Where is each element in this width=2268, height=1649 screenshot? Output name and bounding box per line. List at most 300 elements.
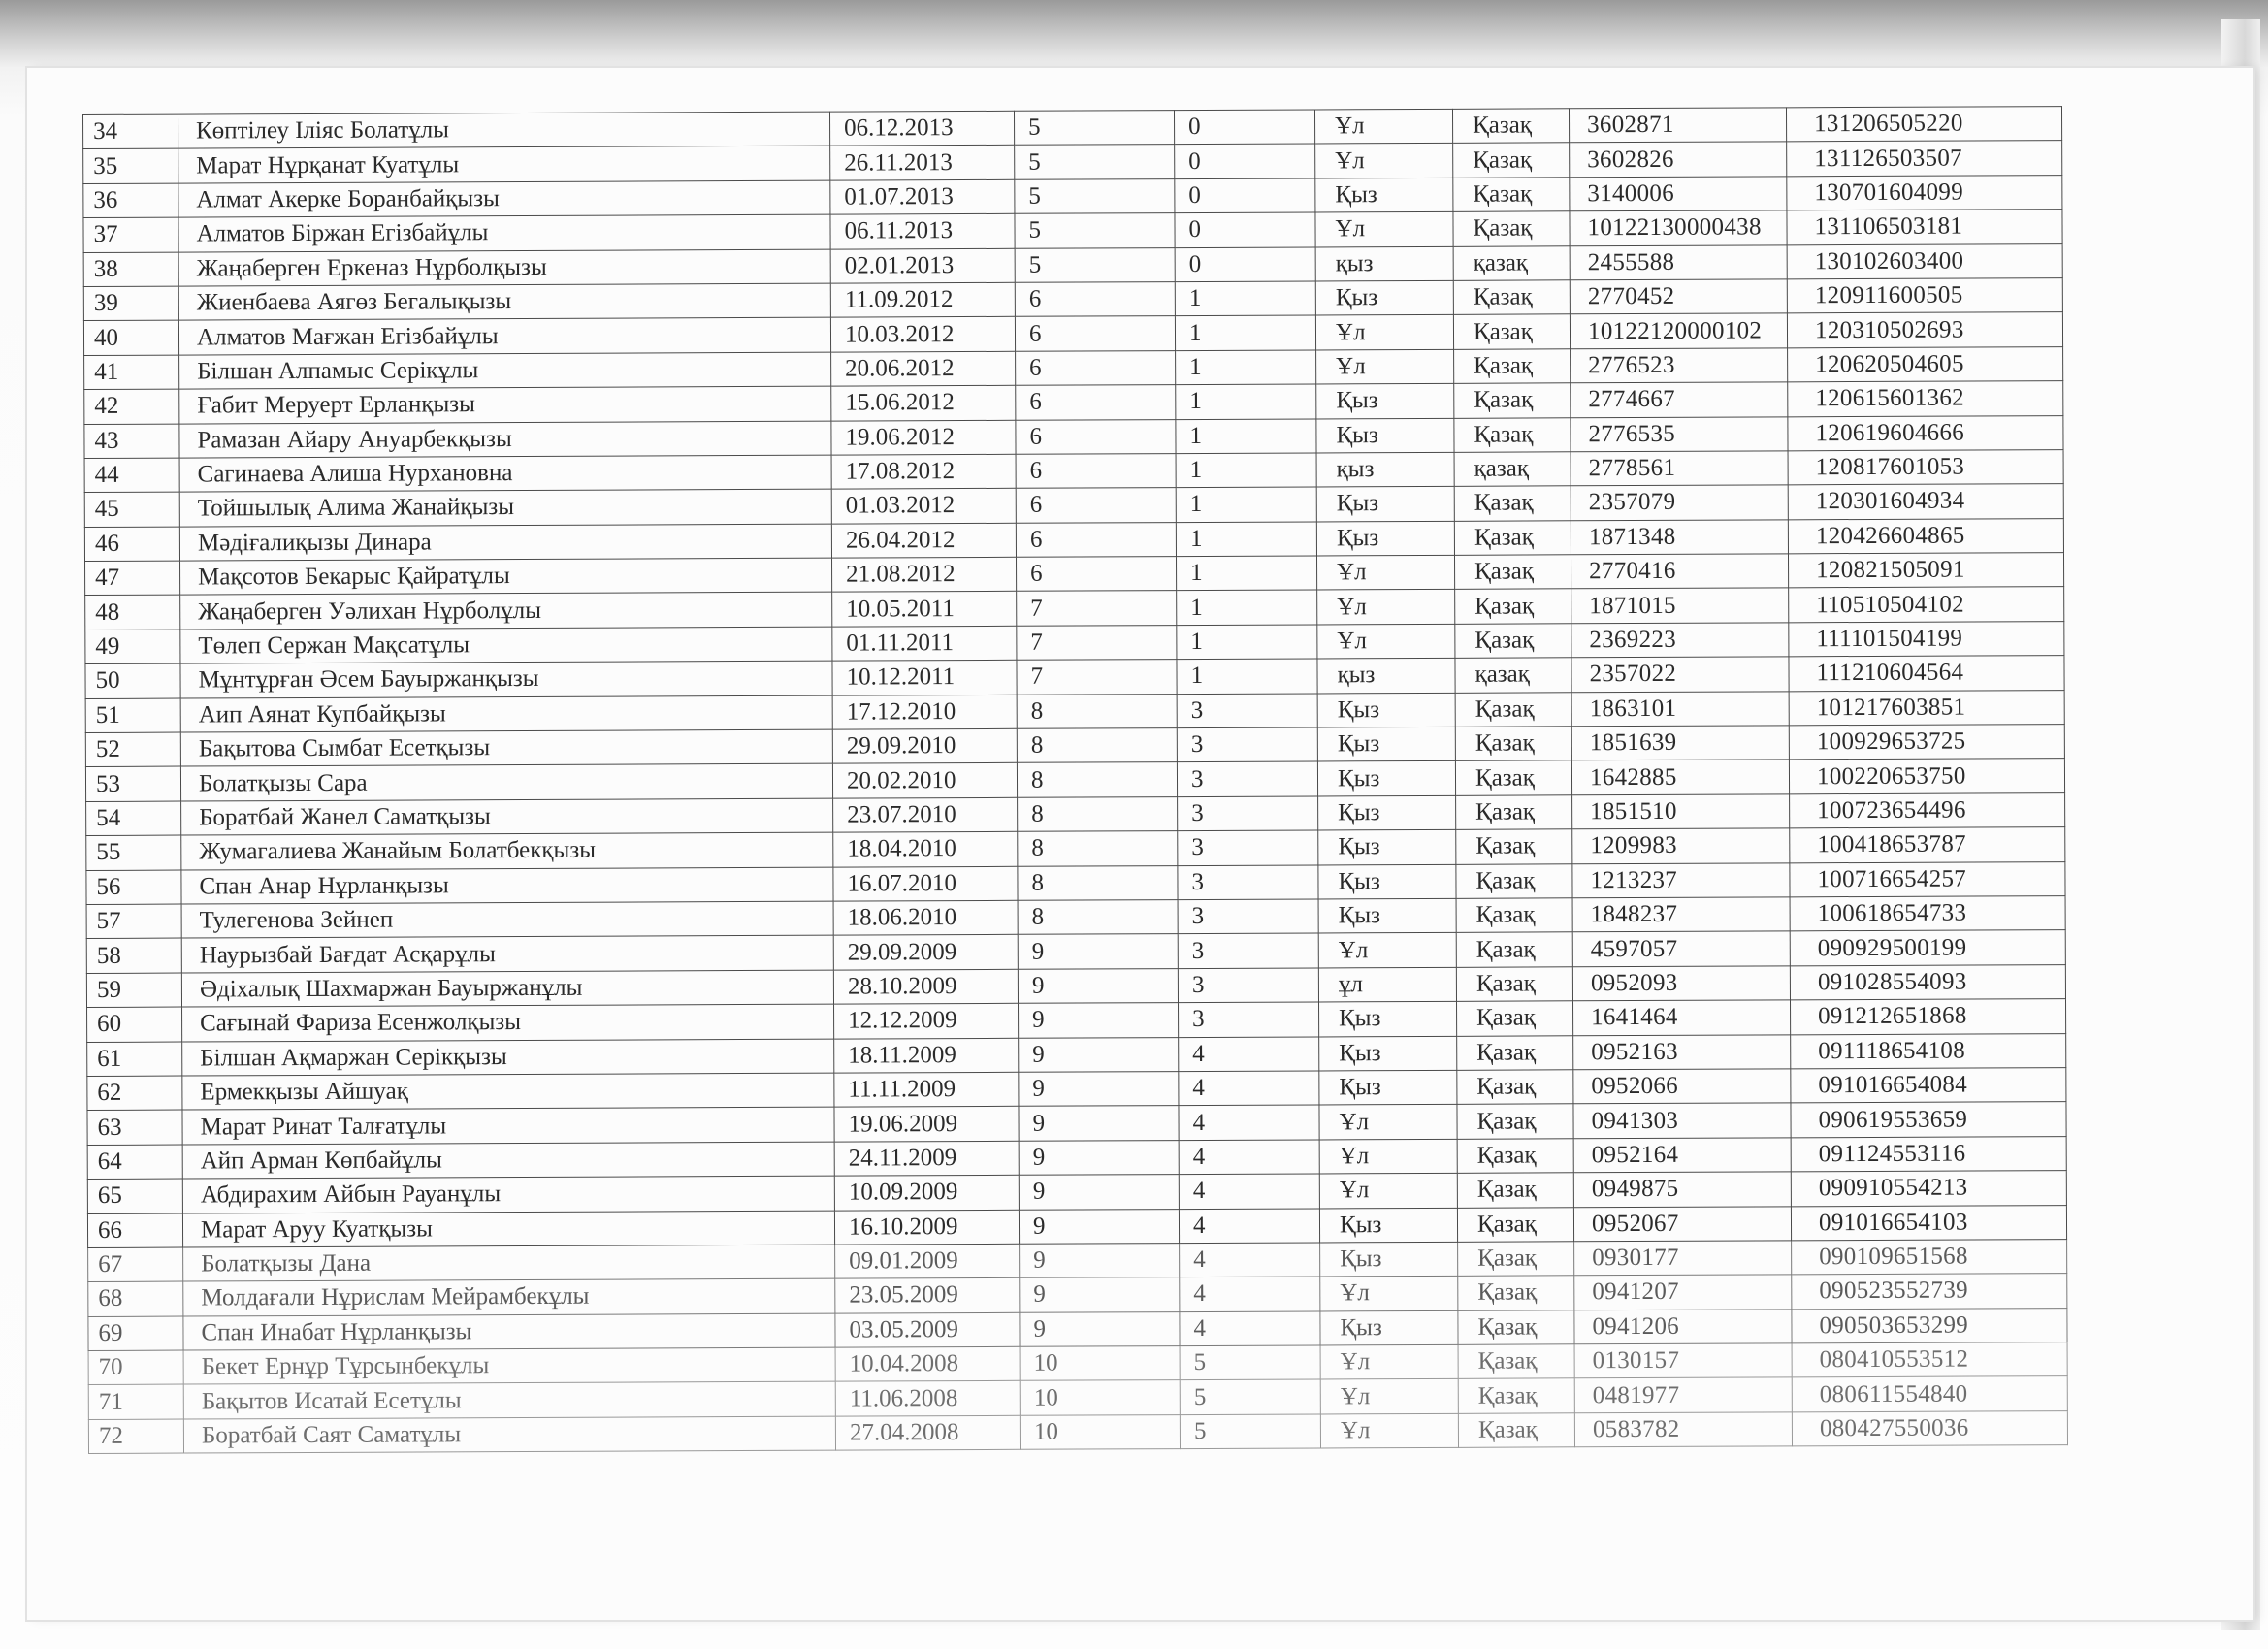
grade-cell: 1 — [1177, 590, 1317, 625]
sex-cell: Қыз — [1319, 1036, 1457, 1071]
age-cell: 6 — [1015, 282, 1175, 317]
birth-date-cell: 10.04.2008 — [835, 1346, 1020, 1381]
sex-cell: Ұл — [1317, 590, 1455, 625]
student-name-cell: Аип Аянат Купбайқызы — [180, 695, 832, 732]
student-name-cell: Айп Арман Көпбайұлы — [182, 1142, 834, 1179]
nationality-cell: қазақ — [1454, 452, 1571, 487]
student-name-cell: Бекет Ернұр Тұрсынбекұлы — [183, 1347, 835, 1384]
student-name-cell: Марат Нұрқанат Куатұлы — [178, 146, 830, 183]
certificate-number-cell: 2369223 — [1571, 623, 1789, 658]
birth-date-cell: 11.09.2012 — [830, 282, 1015, 317]
grade-cell: 0 — [1175, 247, 1315, 282]
student-table — [82, 106, 2068, 1454]
iin-cell: 100220653750 — [1789, 759, 2064, 794]
nationality-cell: Қазақ — [1453, 178, 1570, 212]
student-name-cell: Абдирахим Айбын Рауанұлы — [182, 1176, 834, 1212]
birth-date-cell: 18.04.2010 — [833, 832, 1018, 867]
row-number-cell: 52 — [85, 732, 180, 767]
iin-cell: 131206505220 — [1786, 107, 2061, 143]
age-cell: 6 — [1016, 453, 1176, 488]
nationality-cell: Қазақ — [1458, 1413, 1574, 1448]
student-name-cell: Жаңаберген Уәлихан Нұрболұлы — [180, 593, 832, 630]
birth-date-cell: 10.09.2009 — [834, 1175, 1019, 1210]
grade-cell: 3 — [1177, 728, 1317, 762]
grade-cell: 0 — [1174, 110, 1314, 145]
sex-cell: Қыз — [1316, 487, 1454, 522]
row-number-cell: 57 — [86, 904, 181, 939]
student-name-cell: Білшан Ақмаржан Серікқызы — [182, 1039, 834, 1076]
birth-date-cell: 06.11.2013 — [830, 213, 1015, 248]
birth-date-cell: 03.05.2009 — [835, 1312, 1020, 1347]
birth-date-cell: 20.06.2012 — [831, 351, 1016, 386]
age-cell: 9 — [1019, 1037, 1179, 1072]
age-cell: 8 — [1018, 865, 1178, 900]
certificate-number-cell: 10122130000438 — [1570, 210, 1787, 245]
age-cell: 7 — [1017, 591, 1177, 626]
age-cell: 9 — [1019, 1003, 1179, 1038]
grade-cell: 5 — [1180, 1379, 1320, 1414]
row-number-cell: 38 — [83, 252, 178, 287]
certificate-number-cell: 1871348 — [1571, 520, 1788, 555]
student-name-cell: Сагинаева Алиша Нурхановна — [179, 455, 831, 492]
birth-date-cell: 26.04.2012 — [831, 523, 1016, 558]
grade-cell: 0 — [1175, 144, 1315, 178]
certificate-number-cell: 0952164 — [1573, 1138, 1791, 1173]
sex-cell: Ұл — [1320, 1344, 1458, 1379]
birth-date-cell: 23.05.2009 — [835, 1278, 1020, 1313]
sex-cell: Ұл — [1319, 1173, 1457, 1208]
birth-date-cell: 20.02.2010 — [832, 763, 1017, 798]
certificate-number-cell: 0949875 — [1573, 1172, 1791, 1207]
iin-cell: 090929500199 — [1790, 930, 2065, 966]
grade-cell: 1 — [1176, 453, 1316, 488]
nationality-cell: Қазақ — [1454, 520, 1571, 555]
iin-cell: 120301604934 — [1788, 484, 2063, 520]
student-name-cell: Алматов Мағжан Егізбайұлы — [178, 317, 830, 354]
row-number-cell: 34 — [83, 114, 178, 149]
nationality-cell: Қазақ — [1454, 555, 1571, 590]
student-name-cell: Боратбай Жанел Саматқызы — [181, 798, 833, 835]
birth-date-cell: 17.08.2012 — [831, 454, 1016, 489]
sex-cell: қыз — [1317, 659, 1455, 694]
row-number-cell: 55 — [86, 835, 181, 870]
certificate-number-cell: 1642885 — [1571, 760, 1789, 794]
student-name-cell: Сағынай Фариза Есенжолқызы — [182, 1004, 834, 1041]
iin-cell: 130701604099 — [1787, 175, 2062, 210]
student-name-cell: Ғабит Меруерт Ерланқызы — [179, 386, 831, 423]
birth-date-cell: 24.11.2009 — [834, 1141, 1019, 1176]
iin-cell: 100723654496 — [1790, 792, 2065, 828]
age-cell: 8 — [1017, 694, 1177, 728]
student-name-cell: Алмат Акерке Боранбайқызы — [178, 180, 830, 217]
certificate-number-cell: 1213237 — [1572, 862, 1790, 897]
birth-date-cell: 06.12.2013 — [829, 111, 1014, 146]
age-cell: 9 — [1019, 1140, 1179, 1175]
sex-cell: Қыз — [1319, 1070, 1457, 1105]
iin-cell: 091124553116 — [1791, 1136, 2066, 1172]
nationality-cell: Қазақ — [1457, 1207, 1573, 1242]
age-cell: 5 — [1015, 178, 1175, 213]
certificate-number-cell: 1209983 — [1572, 828, 1790, 863]
iin-cell: 100618654733 — [1790, 896, 2065, 932]
nationality-cell: Қазақ — [1456, 967, 1572, 1002]
sex-cell: Қыз — [1320, 1242, 1458, 1277]
certificate-number-cell: 1848237 — [1572, 897, 1790, 932]
sex-cell: Қыз — [1318, 864, 1456, 899]
nationality-cell: Қазақ — [1455, 727, 1571, 761]
row-number-cell: 63 — [87, 1110, 182, 1145]
nationality-cell: қазақ — [1453, 245, 1570, 280]
row-number-cell: 59 — [86, 973, 181, 1008]
iin-cell: 080427550036 — [1792, 1410, 2067, 1446]
certificate-number-cell: 0952093 — [1572, 966, 1790, 1001]
grade-cell: 3 — [1178, 933, 1318, 968]
age-cell: 10 — [1020, 1380, 1180, 1415]
sex-cell: Ұл — [1316, 555, 1454, 590]
certificate-number-cell: 0952066 — [1573, 1069, 1791, 1104]
grade-cell: 3 — [1178, 830, 1318, 865]
iin-cell: 090619553659 — [1791, 1102, 2066, 1138]
sex-cell: Қыз — [1318, 795, 1456, 830]
birth-date-cell: 02.01.2013 — [830, 248, 1015, 283]
row-number-cell: 35 — [83, 148, 178, 183]
birth-date-cell: 11.06.2008 — [835, 1381, 1020, 1416]
nationality-cell: қазақ — [1455, 658, 1571, 693]
grade-cell: 1 — [1175, 315, 1315, 350]
birth-date-cell: 27.04.2008 — [835, 1415, 1020, 1450]
sex-cell: Қыз — [1317, 761, 1455, 796]
age-cell: 8 — [1018, 796, 1178, 831]
birth-date-cell: 21.08.2012 — [832, 557, 1017, 592]
birth-date-cell: 18.11.2009 — [834, 1038, 1019, 1073]
student-name-cell: Тулегенова Зейнеп — [181, 901, 833, 938]
row-number-cell: 69 — [88, 1316, 183, 1351]
grade-cell: 4 — [1179, 1071, 1319, 1106]
student-list-sheet — [82, 106, 2067, 1550]
certificate-number-cell: 0583782 — [1574, 1412, 1792, 1447]
iin-cell: 120817601053 — [1788, 449, 2063, 485]
age-cell: 8 — [1017, 728, 1177, 763]
certificate-number-cell: 1871015 — [1571, 588, 1789, 623]
student-name-cell: Бақытов Исатай Есетұлы — [183, 1382, 835, 1419]
iin-cell: 111210604564 — [1789, 656, 2064, 692]
age-cell: 6 — [1016, 350, 1176, 385]
nationality-cell: Қазақ — [1453, 211, 1570, 246]
grade-cell: 4 — [1179, 1208, 1319, 1243]
student-name-cell: Спан Инабат Нұрланқызы — [183, 1313, 835, 1350]
age-cell: 10 — [1020, 1346, 1180, 1381]
iin-cell: 120821505091 — [1788, 553, 2063, 589]
student-name-cell: Молдағали Нұрислам Мейрамбекұлы — [183, 1278, 835, 1315]
sex-cell: Ұл — [1317, 624, 1455, 659]
sex-cell: Қыз — [1319, 1001, 1457, 1036]
age-cell: 9 — [1019, 1209, 1179, 1244]
sex-cell: Қыз — [1315, 280, 1453, 315]
iin-cell: 080611554840 — [1792, 1376, 2067, 1412]
certificate-number-cell: 0941206 — [1574, 1309, 1792, 1343]
student-name-cell: Алматов Біржан Егізбайұлы — [178, 214, 830, 251]
birth-date-cell: 28.10.2009 — [833, 969, 1018, 1004]
iin-cell: 091118654108 — [1791, 1033, 2066, 1069]
student-name-cell: Марат Аруу Куатқызы — [182, 1211, 834, 1247]
nationality-cell: Қазақ — [1457, 1104, 1573, 1139]
row-number-cell: 60 — [87, 1007, 182, 1042]
age-cell: 9 — [1020, 1311, 1180, 1346]
iin-cell: 091016654084 — [1791, 1068, 2066, 1104]
student-name-cell: Ермекқызы Айшуақ — [182, 1073, 834, 1110]
iin-cell: 090523552739 — [1792, 1274, 2067, 1310]
row-number-cell: 62 — [87, 1076, 182, 1111]
certificate-number-cell: 1851639 — [1571, 726, 1789, 760]
sex-cell: Қыз — [1316, 521, 1454, 556]
age-cell: 9 — [1019, 1072, 1179, 1107]
certificate-number-cell: 2776535 — [1571, 416, 1788, 451]
nationality-cell: Қазақ — [1457, 1139, 1573, 1174]
iin-cell: 091212651868 — [1791, 999, 2066, 1035]
table-row — [88, 1410, 2067, 1453]
birth-date-cell: 16.10.2009 — [834, 1210, 1019, 1245]
student-name-cell: Мұнтұрған Әсем Бауыржанқызы — [180, 661, 832, 697]
age-cell: 5 — [1014, 111, 1174, 146]
birth-date-cell: 17.12.2010 — [832, 695, 1017, 729]
iin-cell: 101217603851 — [1789, 690, 2064, 726]
sex-cell: Қыз — [1316, 418, 1454, 453]
certificate-number-cell: 0481977 — [1574, 1377, 1792, 1412]
sex-cell: Ұл — [1315, 315, 1453, 350]
iin-cell: 090503653299 — [1792, 1308, 2067, 1343]
nationality-cell: Қазақ — [1457, 1070, 1573, 1105]
grade-cell: 5 — [1180, 1414, 1320, 1449]
age-cell: 5 — [1015, 247, 1175, 282]
birth-date-cell: 23.07.2010 — [833, 797, 1018, 832]
iin-cell: 110510504102 — [1789, 587, 2064, 623]
grade-cell: 4 — [1180, 1243, 1320, 1277]
student-name-cell: Спан Анар Нұрланқызы — [181, 867, 833, 904]
sex-cell: Қыз — [1318, 830, 1456, 865]
iin-cell: 130102603400 — [1787, 243, 2062, 279]
nationality-cell: Қазақ — [1454, 349, 1571, 384]
sex-cell: Қыз — [1318, 898, 1456, 933]
row-number-cell: 48 — [85, 596, 180, 630]
row-number-cell: 58 — [86, 938, 181, 973]
sex-cell: Қыз — [1320, 1310, 1458, 1345]
age-cell: 6 — [1015, 316, 1175, 351]
student-name-cell: Жиенбаева Аягөз Бегалықызы — [178, 283, 830, 320]
iin-cell: 090910554213 — [1791, 1171, 2066, 1207]
grade-cell: 4 — [1180, 1311, 1320, 1346]
row-number-cell: 50 — [85, 663, 180, 698]
student-name-cell: Рамазан Айару Ануарбекқызы — [179, 421, 831, 458]
certificate-number-cell: 0130157 — [1574, 1343, 1792, 1378]
age-cell: 6 — [1016, 522, 1176, 557]
grade-cell: 1 — [1176, 350, 1316, 385]
student-name-cell: Мақсотов Бекарыс Қайратұлы — [180, 558, 832, 595]
nationality-cell: Қазақ — [1458, 1378, 1574, 1413]
age-cell: 8 — [1017, 762, 1177, 797]
nationality-cell: Қазақ — [1458, 1310, 1574, 1344]
row-number-cell: 42 — [84, 389, 179, 424]
nationality-cell: Қазақ — [1456, 932, 1572, 967]
student-name-cell: Төлеп Сержан Мақсатұлы — [180, 627, 832, 663]
birth-date-cell: 18.06.2010 — [833, 900, 1018, 935]
iin-cell: 131106503181 — [1787, 210, 2062, 245]
nationality-cell: Қазақ — [1457, 1035, 1573, 1070]
certificate-number-cell: 2770452 — [1570, 279, 1787, 314]
grade-cell: 3 — [1178, 865, 1318, 900]
row-number-cell: 54 — [86, 801, 181, 836]
row-number-cell: 37 — [83, 217, 178, 252]
sex-cell: Қыз — [1317, 727, 1455, 761]
birth-date-cell: 29.09.2010 — [832, 728, 1017, 763]
age-cell: 9 — [1019, 1175, 1179, 1210]
age-cell: 7 — [1017, 625, 1177, 660]
row-number-cell: 70 — [88, 1350, 183, 1385]
student-name-cell: Тойшылық Алима Жанайқызы — [179, 489, 831, 526]
sex-cell: Ұл — [1319, 1105, 1457, 1140]
birth-date-cell: 10.12.2011 — [832, 661, 1017, 695]
sex-cell: Ұл — [1314, 109, 1452, 144]
certificate-number-cell: 0952067 — [1573, 1206, 1791, 1241]
iin-cell: 120619604666 — [1788, 415, 2063, 451]
student-name-cell: Болатқызы Дана — [183, 1245, 835, 1281]
iin-cell: 111101504199 — [1789, 621, 2064, 657]
birth-date-cell: 29.09.2009 — [833, 935, 1018, 970]
grade-cell: 3 — [1178, 899, 1318, 934]
grade-cell: 3 — [1178, 968, 1318, 1003]
age-cell: 9 — [1018, 934, 1178, 969]
birth-date-cell: 10.03.2012 — [830, 317, 1015, 352]
row-number-cell: 68 — [88, 1281, 183, 1316]
row-number-cell: 66 — [87, 1213, 182, 1248]
age-cell: 8 — [1018, 831, 1178, 866]
birth-date-cell: 19.06.2009 — [834, 1107, 1019, 1142]
iin-cell: 100929653725 — [1789, 725, 2064, 760]
student-name-cell: Жумагалиева Жанайым Болатбекқызы — [181, 832, 833, 869]
grade-cell: 3 — [1179, 1002, 1319, 1037]
birth-date-cell: 15.06.2012 — [831, 385, 1016, 420]
grade-cell: 3 — [1177, 761, 1317, 796]
iin-cell: 091028554093 — [1790, 964, 2065, 1000]
certificate-number-cell: 3602871 — [1569, 108, 1786, 143]
row-number-cell: 56 — [86, 870, 181, 905]
grade-cell: 4 — [1180, 1277, 1320, 1311]
iin-cell: 131126503507 — [1787, 141, 2062, 177]
row-number-cell: 72 — [88, 1419, 183, 1454]
birth-date-cell: 26.11.2013 — [830, 146, 1015, 180]
grade-cell: 1 — [1175, 281, 1315, 316]
certificate-number-cell: 1641464 — [1573, 1000, 1791, 1035]
row-number-cell: 65 — [87, 1179, 182, 1213]
grade-cell: 0 — [1175, 178, 1315, 213]
nationality-cell: Қазақ — [1455, 760, 1571, 795]
student-name-cell: Боратбай Саят Саматұлы — [183, 1416, 835, 1453]
sex-cell: Ұл — [1319, 1139, 1457, 1174]
certificate-number-cell: 10122120000102 — [1570, 313, 1787, 348]
age-cell: 5 — [1015, 213, 1175, 248]
age-cell: 6 — [1017, 557, 1177, 592]
row-number-cell: 46 — [84, 527, 179, 562]
sex-cell: Ұл — [1315, 212, 1453, 247]
student-name-cell: Марат Ринат Талғатұлы — [182, 1107, 834, 1144]
grade-cell: 5 — [1180, 1345, 1320, 1380]
certificate-number-cell: 2776523 — [1571, 348, 1788, 383]
sex-cell: қыз — [1316, 452, 1454, 487]
certificate-number-cell: 2774667 — [1571, 382, 1788, 417]
row-number-cell: 47 — [85, 561, 180, 596]
age-cell: 7 — [1017, 660, 1177, 695]
certificate-number-cell: 4597057 — [1572, 931, 1790, 966]
row-number-cell: 64 — [87, 1145, 182, 1180]
row-number-cell: 53 — [85, 766, 180, 801]
row-number-cell: 67 — [88, 1247, 183, 1282]
certificate-number-cell: 0941303 — [1573, 1103, 1791, 1138]
nationality-cell: Қазақ — [1453, 280, 1570, 315]
iin-cell: 120310502693 — [1787, 312, 2062, 348]
iin-cell: 090109651568 — [1792, 1239, 2067, 1275]
nationality-cell: Қазақ — [1457, 1173, 1573, 1208]
certificate-number-cell: 3602826 — [1570, 142, 1787, 177]
row-number-cell: 36 — [83, 183, 178, 218]
grade-cell: 1 — [1177, 625, 1317, 660]
sex-cell: Қыз — [1317, 693, 1455, 728]
certificate-number-cell: 1863101 — [1571, 691, 1789, 726]
certificate-number-cell: 2770416 — [1571, 554, 1788, 589]
nationality-cell: Қазақ — [1456, 898, 1572, 933]
row-number-cell: 41 — [84, 355, 179, 390]
grade-cell: 1 — [1176, 522, 1316, 557]
birth-date-cell: 09.01.2009 — [835, 1244, 1020, 1278]
sex-cell: Қыз — [1319, 1208, 1457, 1243]
certificate-number-cell: 0941207 — [1574, 1275, 1792, 1310]
sex-cell: Ұл — [1320, 1413, 1458, 1448]
grade-cell: 1 — [1176, 384, 1316, 419]
birth-date-cell: 12.12.2009 — [834, 1003, 1019, 1038]
nationality-cell: Қазақ — [1454, 383, 1571, 418]
birth-date-cell: 16.07.2010 — [833, 866, 1018, 901]
row-number-cell: 40 — [83, 320, 178, 355]
nationality-cell: Қазақ — [1454, 417, 1571, 452]
grade-cell: 1 — [1176, 487, 1316, 522]
sex-cell: Қыз — [1316, 383, 1454, 418]
student-name-cell: Көптілеу Іліяс Болатұлы — [178, 112, 830, 148]
nationality-cell: Қазақ — [1453, 314, 1570, 349]
birth-date-cell: 19.06.2012 — [831, 420, 1016, 455]
sex-cell: Ұл — [1315, 144, 1453, 178]
grade-cell: 3 — [1177, 694, 1317, 728]
birth-date-cell: 10.05.2011 — [832, 592, 1017, 627]
nationality-cell: Қазақ — [1457, 1001, 1573, 1036]
grade-cell: 1 — [1176, 556, 1316, 591]
sex-cell: қыз — [1315, 246, 1453, 281]
age-cell: 6 — [1016, 488, 1176, 523]
nationality-cell: Қазақ — [1456, 829, 1572, 864]
row-number-cell: 45 — [84, 492, 179, 527]
age-cell: 10 — [1020, 1414, 1180, 1449]
sex-cell: ұл — [1318, 967, 1456, 1002]
row-number-cell: 51 — [85, 698, 180, 733]
age-cell: 9 — [1020, 1243, 1180, 1277]
birth-date-cell: 01.03.2012 — [831, 489, 1016, 524]
nationality-cell: Қазақ — [1455, 692, 1571, 727]
student-name-cell: Білшан Алпамыс Серікұлы — [179, 352, 831, 389]
certificate-number-cell: 0952163 — [1573, 1034, 1791, 1069]
age-cell: 6 — [1016, 419, 1176, 454]
grade-cell: 4 — [1179, 1174, 1319, 1209]
student-name-cell: Наурызбай Бағдат Асқарұлы — [181, 936, 833, 973]
certificate-number-cell: 2455588 — [1570, 244, 1787, 279]
nationality-cell: Қазақ — [1452, 109, 1569, 144]
nationality-cell: Қазақ — [1456, 863, 1572, 898]
